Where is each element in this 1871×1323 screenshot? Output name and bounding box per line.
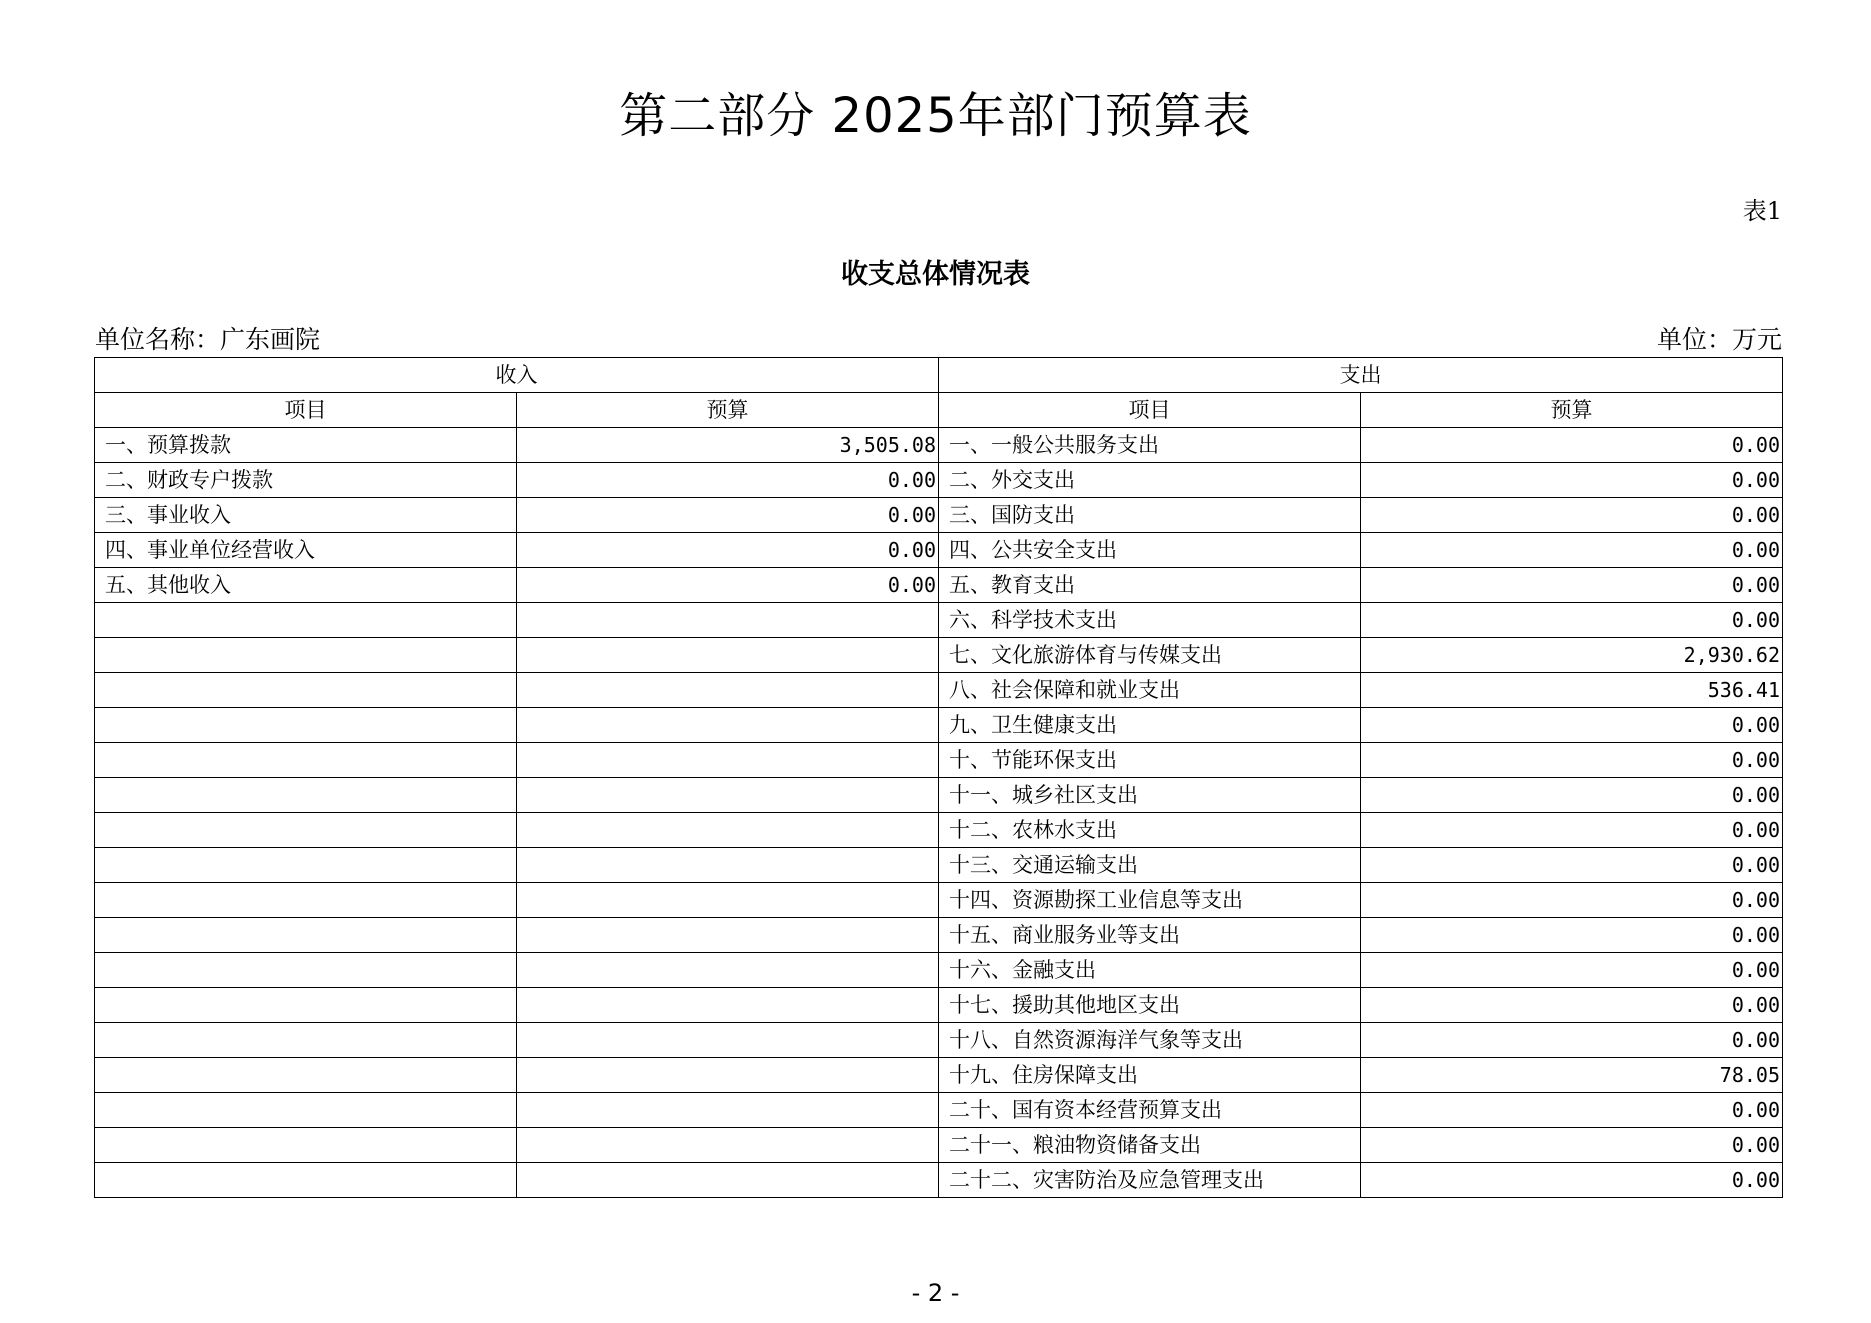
expense-budget-cell: 0.00 — [1361, 848, 1783, 883]
table-row — [95, 533, 1783, 568]
table-row — [95, 463, 1783, 498]
expense-item-cell: 十七、援助其他地区支出 — [939, 988, 1361, 1023]
expense-item-cell: 九、卫生健康支出 — [939, 708, 1361, 743]
expense-item-cell: 一、一般公共服务支出 — [939, 428, 1361, 463]
table-row — [95, 1128, 1783, 1163]
expense-item-cell: 十、节能环保支出 — [939, 743, 1361, 778]
income-budget-cell — [517, 1058, 939, 1093]
expense-budget-cell: 0.00 — [1361, 988, 1783, 1023]
income-budget-cell — [517, 988, 939, 1023]
table-row — [95, 953, 1783, 988]
table-row — [95, 603, 1783, 638]
column-header-row — [95, 393, 1783, 428]
expense-budget-cell: 0.00 — [1361, 1163, 1783, 1198]
expense-item-cell: 十八、自然资源海洋气象等支出 — [939, 1023, 1361, 1058]
expense-budget-cell: 0.00 — [1361, 708, 1783, 743]
income-budget-cell — [517, 1163, 939, 1198]
unit-label: 单位：万元 — [1656, 325, 1782, 354]
expense-item-cell: 二十二、灾害防治及应急管理支出 — [939, 1163, 1361, 1198]
income-budget-cell: 0.00 — [517, 568, 939, 603]
expense-budget-cell: 0.00 — [1361, 883, 1783, 918]
income-item-cell — [95, 883, 517, 918]
income-item-cell — [95, 778, 517, 813]
income-budget-cell — [517, 918, 939, 953]
expense-budget-cell: 0.00 — [1361, 1023, 1783, 1058]
expense-budget-header: 预算 — [1361, 393, 1783, 428]
table-row — [95, 708, 1783, 743]
expense-item-cell: 十九、住房保障支出 — [939, 1058, 1361, 1093]
income-budget-cell — [517, 848, 939, 883]
income-item-cell — [95, 743, 517, 778]
expense-budget-cell: 0.00 — [1361, 463, 1783, 498]
expense-budget-cell: 536.41 — [1361, 673, 1783, 708]
income-budget-cell — [517, 1128, 939, 1163]
income-item-cell — [95, 813, 517, 848]
expense-budget-cell: 0.00 — [1361, 953, 1783, 988]
expense-budget-cell: 0.00 — [1361, 603, 1783, 638]
expense-budget-cell: 0.00 — [1361, 533, 1783, 568]
page-number: - 2 - — [911, 1279, 960, 1307]
income-budget-cell — [517, 778, 939, 813]
expense-budget-cell: 2,930.62 — [1361, 638, 1783, 673]
income-item-cell — [95, 848, 517, 883]
expense-budget-cell: 0.00 — [1361, 498, 1783, 533]
expense-budget-cell: 0.00 — [1361, 428, 1783, 463]
expense-item-cell: 五、教育支出 — [939, 568, 1361, 603]
income-item-cell — [95, 988, 517, 1023]
income-item-cell: 二、财政专户拨款 — [95, 463, 517, 498]
income-budget-cell — [517, 1093, 939, 1128]
income-budget-cell: 3,505.08 — [517, 428, 939, 463]
income-item-cell — [95, 1128, 517, 1163]
income-item-cell: 一、预算拨款 — [95, 428, 517, 463]
expense-budget-cell: 0.00 — [1361, 568, 1783, 603]
expense-item-cell: 三、国防支出 — [939, 498, 1361, 533]
income-item-cell — [95, 918, 517, 953]
income-item-cell — [95, 1023, 517, 1058]
income-budget-cell — [517, 813, 939, 848]
income-budget-cell — [517, 953, 939, 988]
income-budget-cell: 0.00 — [517, 463, 939, 498]
expense-budget-cell: 0.00 — [1361, 918, 1783, 953]
table-row — [95, 568, 1783, 603]
income-budget-header: 预算 — [517, 393, 939, 428]
budget-table-body — [95, 358, 1783, 1198]
expense-item-cell: 十六、金融支出 — [939, 953, 1361, 988]
expense-budget-cell: 0.00 — [1361, 1093, 1783, 1128]
income-item-cell — [95, 1058, 517, 1093]
income-budget-cell — [517, 1023, 939, 1058]
income-item-header: 项目 — [95, 393, 517, 428]
income-budget-cell — [517, 883, 939, 918]
income-header: 收入 — [95, 358, 939, 393]
table-number: 表1 — [1742, 197, 1782, 225]
income-item-cell — [95, 673, 517, 708]
expense-budget-cell: 0.00 — [1361, 743, 1783, 778]
expense-budget-cell: 0.00 — [1361, 1128, 1783, 1163]
income-item-cell: 三、事业收入 — [95, 498, 517, 533]
expense-item-cell: 七、文化旅游体育与传媒支出 — [939, 638, 1361, 673]
table-row — [95, 743, 1783, 778]
income-budget-cell — [517, 638, 939, 673]
table-row — [95, 673, 1783, 708]
table-row — [95, 813, 1783, 848]
unit-name: 单位名称：广东画院 — [95, 325, 321, 354]
expense-budget-cell: 0.00 — [1361, 813, 1783, 848]
expense-budget-cell: 78.05 — [1361, 1058, 1783, 1093]
income-budget-cell — [517, 708, 939, 743]
table-row — [95, 1058, 1783, 1093]
expense-item-cell: 二十、国有资本经营预算支出 — [939, 1093, 1361, 1128]
expense-item-header: 项目 — [939, 393, 1361, 428]
page-title: 第二部分 2025年部门预算表 — [619, 88, 1252, 144]
expense-item-cell: 十五、商业服务业等支出 — [939, 918, 1361, 953]
table-row — [95, 428, 1783, 463]
expense-item-cell: 二十一、粮油物资储备支出 — [939, 1128, 1361, 1163]
table-row — [95, 1093, 1783, 1128]
income-item-cell — [95, 603, 517, 638]
table-row — [95, 883, 1783, 918]
table-row — [95, 918, 1783, 953]
income-item-cell — [95, 708, 517, 743]
expense-item-cell: 六、科学技术支出 — [939, 603, 1361, 638]
income-item-cell — [95, 638, 517, 673]
expense-budget-cell: 0.00 — [1361, 778, 1783, 813]
income-item-cell: 五、其他收入 — [95, 568, 517, 603]
expense-item-cell: 八、社会保障和就业支出 — [939, 673, 1361, 708]
expense-item-cell: 四、公共安全支出 — [939, 533, 1361, 568]
expense-header: 支出 — [939, 358, 1783, 393]
table-row — [95, 778, 1783, 813]
table-row — [95, 848, 1783, 883]
section-header-row — [95, 358, 1783, 393]
table-row — [95, 988, 1783, 1023]
income-budget-cell — [517, 743, 939, 778]
table-title: 收支总体情况表 — [841, 259, 1030, 290]
table-row — [95, 1023, 1783, 1058]
income-item-cell — [95, 953, 517, 988]
budget-table — [94, 357, 1783, 1198]
expense-item-cell: 十二、农林水支出 — [939, 813, 1361, 848]
income-item-cell — [95, 1163, 517, 1198]
expense-item-cell: 二、外交支出 — [939, 463, 1361, 498]
income-item-cell — [95, 1093, 517, 1128]
expense-item-cell: 十四、资源勘探工业信息等支出 — [939, 883, 1361, 918]
income-budget-cell: 0.00 — [517, 533, 939, 568]
income-budget-cell — [517, 603, 939, 638]
expense-item-cell: 十一、城乡社区支出 — [939, 778, 1361, 813]
income-budget-cell — [517, 673, 939, 708]
income-item-cell: 四、事业单位经营收入 — [95, 533, 517, 568]
expense-item-cell: 十三、交通运输支出 — [939, 848, 1361, 883]
income-budget-cell: 0.00 — [517, 498, 939, 533]
table-row — [95, 1163, 1783, 1198]
table-row — [95, 638, 1783, 673]
table-row — [95, 498, 1783, 533]
